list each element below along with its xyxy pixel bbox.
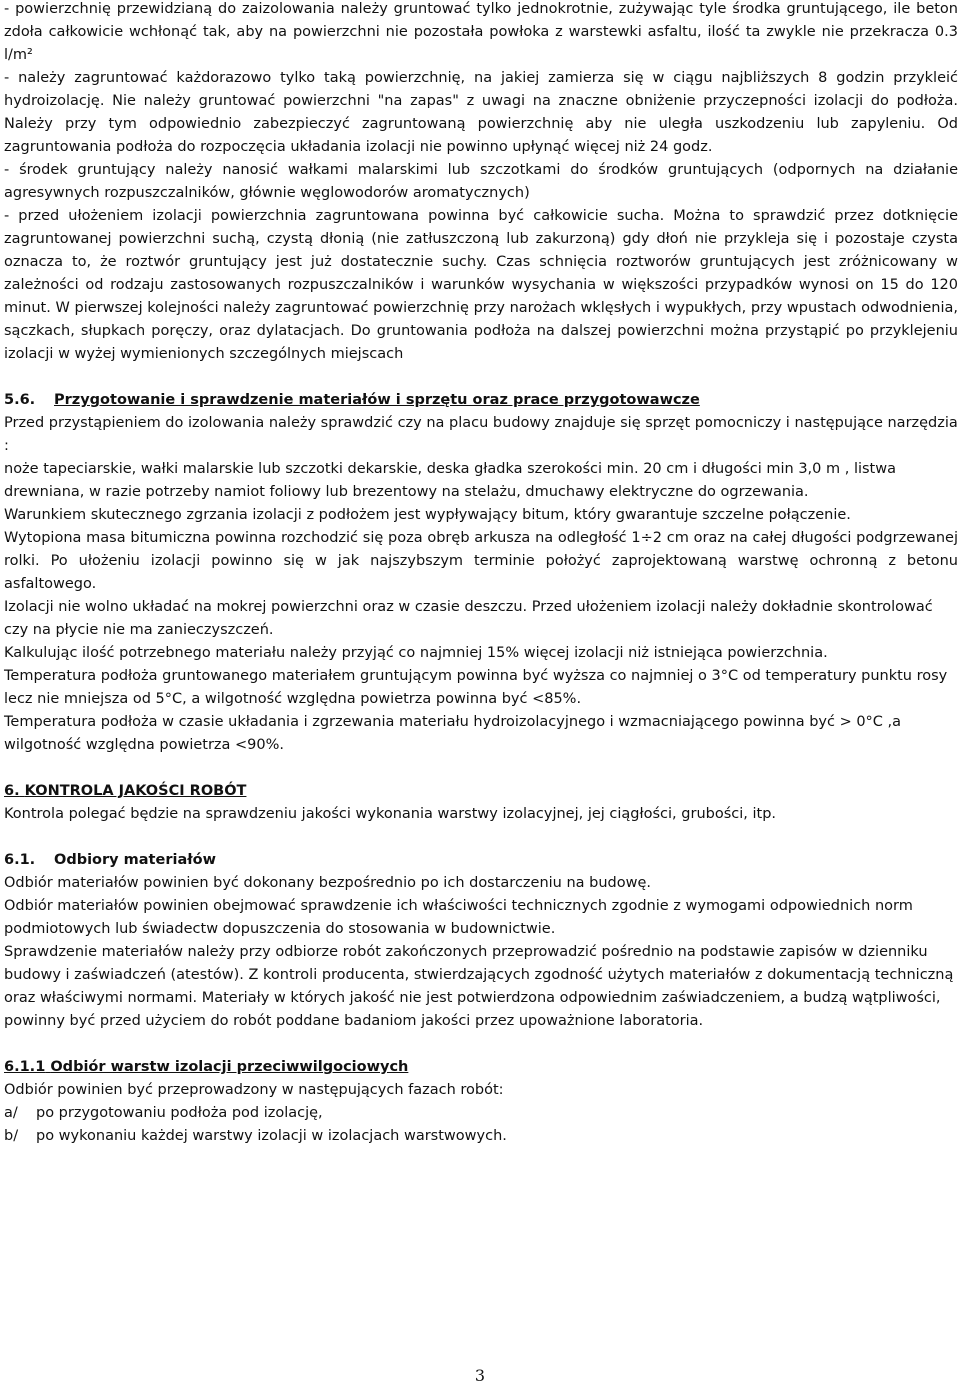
- paragraph-5-6-4: Wytopiona masa bitumiczna powinna rozchodzić się poza obręb arkusza na odległość 1÷2 cm oraz na całej długości podgrzewanej rolki. Po ułożeniu izolacji powinno się w jak najszybszym terminie położyć zaprojektowaną warstwę ochronną z betonu asfaltowego.: [4, 530, 958, 592]
- paragraph-6-1-1: Odbiór materiałów powinien być dokonany bezpośrednio po ich dostarczeniu na budowę.: [4, 875, 652, 891]
- spacer: [4, 826, 958, 849]
- section-number: 6.1.1: [4, 1059, 46, 1075]
- paragraph-5-6-5: Izolacji nie wolno układać na mokrej powierzchni oraz w czasie deszczu. Przed ułożeniem izolacji należy dokładnie skontrolować czy na płycie nie ma zanieczyszczeń.: [4, 599, 933, 638]
- paragraph-6-1-3: Sprawdzenie materiałów należy przy odbiorze robót zakończonych przeprowadzić pośrednio na podstawie zapisów w dzienniku budowy i zaświadczeń (atestów). Z kontroli producenta, stwierdzających zgodność użytych materiałów z dokumentacją techniczną oraz właściwymi normami. Materiały w których jakość nie jest potwierdzona odpowiednim zaświadczeniem, a budzą wątpliwości, powinny być przed użyciem do robót poddane badaniom jakości przez upoważnione laboratoria.: [4, 944, 954, 1029]
- section-number-title: [4, 783, 246, 799]
- paragraph-gruntowanie-4: - przed ułożeniem izolacji powierzchnia zagruntowana powinna być całkowicie sucha. Można to sprawdzić przez dotknięcie zagruntowanej powierzchni suchą, czystą dłonią (nie zatłuszczoną lub zakurzoną) gdy dłoń nie przykleja się i pozostaje czysta oznacza to, że roztwór gruntujący jest już dostatecznie suchy. Czas schnięcia roztworów gruntujących jest zróżnicowany w zależności od rodzaju zastosowanych rozpuszczalników i warunków wysychania w większości przypadków wynosi on 15 do 120 minut. W pierwszej kolejności należy zagruntować powierzchnię przy narożach wklęsłych i wypukłych, przy wpustach odwodnienia, sączkach, słupkach poręczy, oraz dylatacjach. Do gruntowania podłoża na dalszej powierzchni można przystąpić po przyklejeniu izolacji w wyżej wymienionych szczególnych miejscach: [4, 208, 958, 362]
- section-number-title: [4, 1059, 408, 1075]
- section-heading-6: [4, 780, 958, 803]
- spacer: [4, 366, 958, 389]
- paragraph-gruntowanie-2: - należy zagruntować każdorazowo tylko taką powierzchnię, na jakiej zamierza się w ciągu najbliższych 8 godzin przykleić hydroizolację. Nie należy gruntować powierzchni "na zapas" z uwagi na znaczne obniżenie przyczepności izolacji do podłoża. Należy przy tym odpowiednio zabezpieczyć zagruntowaną powierzchnię aby nie uległa uszkodzeniu lub zapyleniu. Od zagruntowania podłoża do rozpoczęcia układania izolacji nie powinno upłynąć więcej niż 24 godz.: [4, 70, 958, 155]
- paragraph-gruntowanie-3: - środek gruntujący należy nanosić wałkami malarskimi lub szczotkami do środków gruntujących (odpornych na działanie agresywnych rozpuszczalników, głównie węglowodorów aromatycznych): [4, 162, 958, 201]
- paragraph-6-1: Kontrola polegać będzie na sprawdzeniu jakości wykonania warstwy izolacyjnej, jej ciągłości, grubości, itp.: [4, 806, 777, 822]
- paragraph-5-6-6: Kalkulując ilość potrzebnego materiału należy przyjąć co najmniej 15% więcej izolacji niż istniejąca powierzchnia.: [4, 645, 828, 661]
- paragraph-5-6-7: Temperatura podłoża gruntowanego materiałem gruntującym powinna być wyższa co najmniej o 3°C od temperatury punktu rosy lecz nie mniejsza od 5°C, a wilgotność względna powietrza powinna być <85%.: [4, 668, 948, 707]
- paragraph-5-6-8: Temperatura podłoża w czasie układania i zgrzewania materiału hydroizolacyjnego i wzmacniającego powinna być > 0°C ,a wilgotność względna powietrza <90%.: [4, 714, 902, 753]
- section-number: 6.: [4, 783, 20, 799]
- spacer: [4, 757, 958, 780]
- list-item-text: po przygotowaniu podłoża pod izolację,: [36, 1105, 323, 1121]
- list-item-label: b/: [4, 1128, 19, 1144]
- section-title: KONTROLA JAKOŚCI ROBÓT: [24, 783, 247, 799]
- section-heading-6-1: [4, 849, 958, 872]
- spacer: [4, 1033, 958, 1056]
- section-title: Odbiory materiałów: [54, 852, 216, 868]
- section-number: 6.1.: [4, 852, 36, 868]
- section-heading-6-1-1: [4, 1056, 958, 1079]
- section-title: Odbiór warstw izolacji przeciwwilgociowych: [50, 1059, 409, 1075]
- document-page: [4, 0, 958, 1148]
- paragraph-5-6-3: Warunkiem skutecznego zgrzania izolacji z podłożem jest wypływający bitum, który gwarantuje szczelne połączenie.: [4, 507, 851, 523]
- paragraph-6-1-1-intro: Odbiór powinien być przeprowadzony w następujących fazach robót:: [4, 1082, 504, 1098]
- section-heading-5-6: [4, 389, 958, 412]
- list-item-text: po wykonaniu każdej warstwy izolacji w izolacjach warstwowych.: [36, 1128, 507, 1144]
- list-item-label: a/: [4, 1105, 18, 1121]
- page-number: 3: [474, 1366, 486, 1385]
- list-item: [4, 1102, 958, 1125]
- paragraph-6-1-2: Odbiór materiałów powinien obejmować sprawdzenie ich właściwości technicznych zgodnie z wymogami odpowiednich norm podmiotowych lub świadectw dopuszczenia do stosowania w budownictwie.: [4, 898, 913, 937]
- section-number: 5.6.: [4, 392, 36, 408]
- list-item: [4, 1125, 958, 1148]
- paragraph-gruntowanie-1: - powierzchnię przewidzianą do zaizolowania należy gruntować tylko jednokrotnie, zużywając tyle środka gruntującego, ile beton zdoła całkowicie wchłonąć tak, aby na powierzchni nie pozostała powłoka z warstewki asfaltu, ilość ta zwykle nie przekracza 0.3 l/m²: [4, 1, 958, 63]
- paragraph-5-6-2: noże tapeciarskie, wałki malarskie lub szczotki dekarskie, deska gładka szerokości min. 20 cm i długości min 3,0 m , listwa drewniana, w razie potrzeby namiot foliowy lub brezentowy na stelażu, dmuchawy elektryczne do ogrzewania.: [4, 461, 896, 500]
- paragraph-5-6-1: Przed przystąpieniem do izolowania należy sprawdzić czy na placu budowy znajduje się sprzęt pomocniczy i następujące narzędzia :: [4, 415, 958, 454]
- section-title: Przygotowanie i sprawdzenie materiałów i sprzętu oraz prace przygotowawcze: [54, 392, 700, 408]
